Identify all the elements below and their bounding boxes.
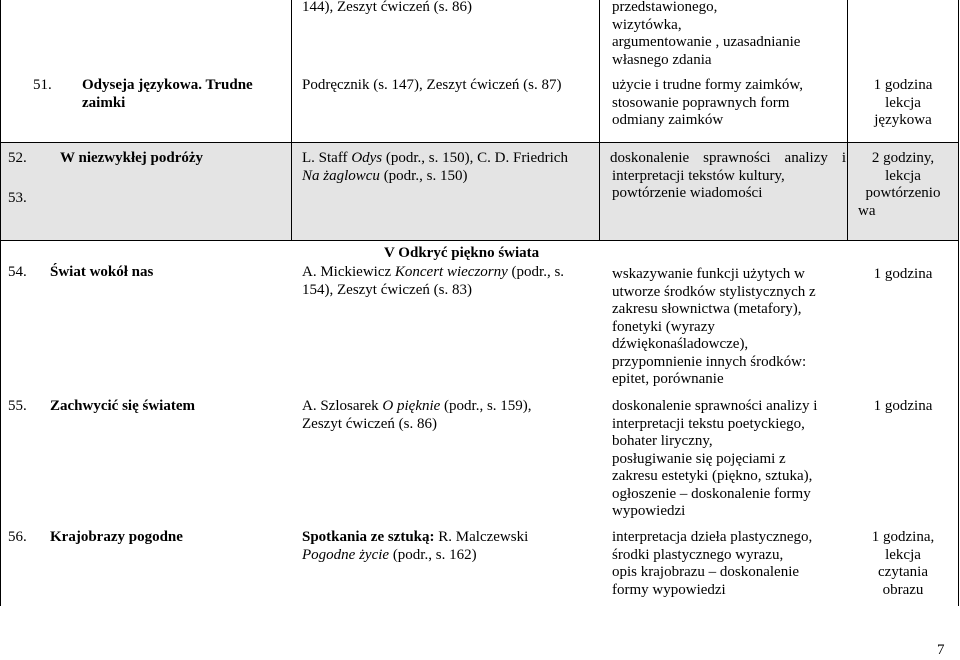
row-56-topic: Krajobrazy pogodne — [50, 529, 183, 545]
series-label: Spotkania ze sztuką: — [302, 529, 435, 545]
row-55-hours: 1 godzina — [873, 398, 933, 414]
row-56-hours — [848, 529, 958, 599]
line: lekcja — [885, 94, 921, 111]
line: 1 godzina — [873, 77, 933, 93]
col-border-3 — [599, 0, 600, 241]
rule-after-51 — [0, 142, 959, 143]
source: (podr., s. 150), C. D. Friedrich — [382, 150, 568, 166]
row-52-topic: W niezwykłej podróży — [60, 150, 204, 166]
work-title: Odys — [351, 150, 383, 166]
line: posługiwanie się pojęciami z — [612, 450, 786, 467]
row-51-number: 51. — [33, 77, 52, 93]
row-54-material — [302, 264, 564, 299]
line: obrazu — [882, 581, 924, 598]
line: wa — [858, 202, 876, 219]
line — [302, 529, 528, 547]
line: Odyseja językowa. Trudne — [82, 77, 253, 93]
row-56-goals — [612, 529, 812, 599]
line: epitet, porównanie — [612, 371, 724, 387]
line: powtórzenio — [865, 185, 941, 201]
source: (podr., s. 159), — [440, 398, 532, 414]
line — [302, 398, 532, 416]
row-54-hours: 1 godzina — [873, 266, 933, 282]
line: powtórzenie wiadomości — [612, 185, 763, 201]
row-53-number: 53. — [8, 190, 27, 206]
row-51-topic — [82, 77, 253, 112]
row-51-hours — [848, 77, 958, 130]
line: doskonalenie sprawności analizy i — [612, 398, 818, 414]
line: wizytówka, — [612, 16, 682, 33]
line: lekcja — [885, 546, 921, 563]
line: formy wypowiedzi — [612, 581, 726, 598]
line: opis krajobrazu – doskonalenie — [612, 564, 800, 580]
line: 144), Zeszyt ćwiczeń (s. 86) — [302, 0, 472, 15]
row-52-number: 52. — [8, 150, 27, 166]
author: A. Szlosarek — [302, 398, 383, 414]
line: zakresu słownictwa (metafory), — [612, 301, 802, 317]
work-title: Na żaglowcu — [302, 167, 380, 184]
line: doskonalenie sprawności analizy i — [610, 150, 846, 166]
line: lekcja — [885, 167, 921, 184]
col-border-left — [0, 0, 1, 606]
author: L. Staff — [302, 150, 352, 166]
col-border-right — [958, 0, 959, 606]
line: Zeszyt ćwiczeń (s. 86) — [302, 415, 437, 432]
row-54-goals — [612, 266, 816, 389]
line: wypowiedzi — [612, 503, 686, 519]
line — [302, 547, 528, 565]
line: zakresu estetyki (piękno, sztuka), — [612, 468, 813, 484]
line — [302, 168, 568, 186]
author: A. Mickiewicz — [302, 264, 395, 280]
line: własnego zdania — [612, 51, 712, 68]
page-number: 7 — [937, 642, 945, 658]
line: argumentowanie , uzasadnianie — [612, 34, 801, 50]
line: 1 godzina, — [871, 529, 935, 545]
line: stosowanie poprawnych form — [612, 94, 790, 111]
line: odmiany zaimków — [612, 112, 724, 128]
row-56-material — [302, 529, 528, 564]
col-border-2 — [291, 0, 292, 241]
rule-after-53 — [0, 240, 959, 241]
line: językowa — [874, 112, 932, 128]
line: zaimki — [82, 94, 126, 111]
row-55-material — [302, 398, 532, 433]
line: środki plastycznego wyrazu, — [612, 546, 784, 563]
row-54-topic: Świat wokół nas — [50, 264, 154, 280]
row-56-number: 56. — [8, 529, 27, 545]
work-title: Pogodne życie — [302, 546, 390, 563]
work-title: O pięknie — [382, 398, 441, 414]
line: interpretacji tekstów kultury, — [612, 167, 785, 184]
row-52-hours — [848, 150, 958, 220]
row-54-number: 54. — [8, 264, 27, 280]
row-52-material — [302, 150, 568, 185]
line: 154), Zeszyt ćwiczeń (s. 83) — [302, 281, 472, 298]
row-55-goals — [612, 398, 817, 521]
source: (podr., s. 162) — [389, 546, 477, 563]
line — [302, 264, 564, 282]
author: R. Malczewski — [434, 529, 529, 545]
source: (podr., s. 150) — [379, 167, 468, 184]
line: interpretacja dzieła plastycznego, — [612, 529, 813, 545]
line — [302, 150, 568, 168]
line: dźwiękonaśladowcze), — [612, 336, 749, 352]
line: utworze środków stylistycznych z — [612, 283, 816, 300]
source: (podr., s. — [507, 264, 565, 280]
row-top-material — [302, 0, 472, 17]
line: przedstawionego, — [612, 0, 718, 15]
row-55-number: 55. — [8, 398, 27, 414]
line: czytania — [878, 564, 928, 580]
line: interpretacji tekstu poetyckiego, — [612, 415, 805, 432]
line: przypomnienie innych środków: — [612, 353, 807, 370]
row-52-goals — [602, 150, 846, 203]
row-top-goals — [612, 0, 800, 69]
line: użycie i trudne formy zaimków, — [612, 77, 804, 93]
line: ogłoszenie – doskonalenie formy — [612, 485, 811, 502]
work-title: Koncert wieczorny — [394, 264, 508, 280]
row-51-goals — [612, 77, 803, 130]
line: fonetyki (wyrazy — [612, 318, 715, 335]
row-51-material: Podręcznik (s. 147), Zeszyt ćwiczeń (s. 87) — [302, 77, 562, 93]
row-55-topic: Zachwycić się światem — [50, 398, 195, 414]
section-title: V Odkryć piękno świata — [384, 245, 540, 261]
line: 2 godziny, — [871, 150, 935, 166]
line: wskazywanie funkcji użytych w — [612, 266, 805, 282]
line: bohater liryczny, — [612, 433, 713, 449]
